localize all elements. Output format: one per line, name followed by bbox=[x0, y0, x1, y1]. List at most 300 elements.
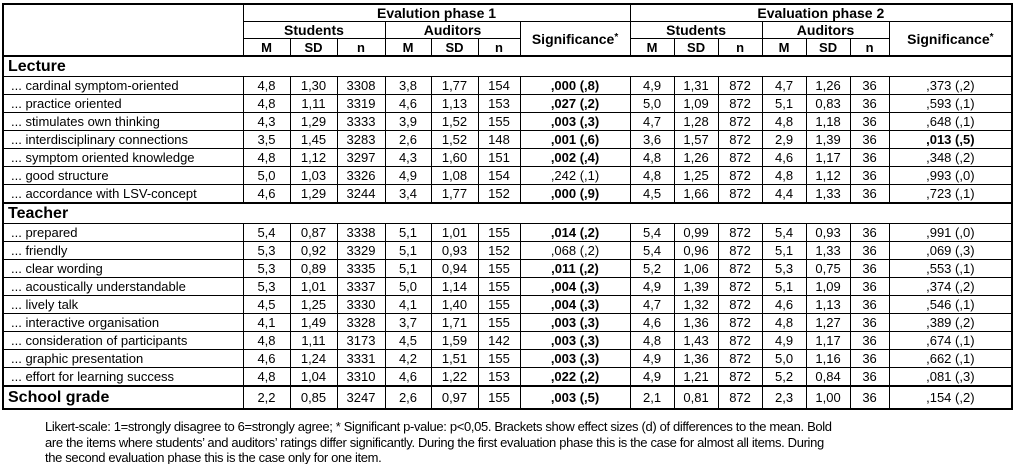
phase2-students-cell: 1,36 bbox=[674, 314, 718, 332]
phase1-auditors-header: Auditors bbox=[385, 22, 520, 39]
phase1-students-cell: 3326 bbox=[337, 167, 385, 185]
phase2-students-cell: 872 bbox=[718, 386, 762, 409]
phase1-significance-cell: ,027 (,2) bbox=[520, 95, 630, 113]
phase2-students-cell: 1,57 bbox=[674, 131, 718, 149]
phase2-significance-cell: ,662 (,1) bbox=[889, 350, 1012, 368]
phase2-auditors-cell: 4,6 bbox=[762, 149, 806, 167]
phase2-students-cell: 872 bbox=[718, 332, 762, 350]
phase2-auditors-cell: 36 bbox=[850, 368, 889, 387]
phase1-students-cell: 2,2 bbox=[243, 386, 290, 409]
phase2-significance-cell: ,348 (,2) bbox=[889, 149, 1012, 167]
phase1-students-cell: 1,04 bbox=[290, 368, 337, 387]
phase1-auditors-cell: 4,1 bbox=[385, 296, 431, 314]
phase1-students-cell: 1,11 bbox=[290, 95, 337, 113]
phase1-auditors-cell: 1,77 bbox=[431, 185, 478, 204]
phase1-students-cell: 5,3 bbox=[243, 242, 290, 260]
phase1-auditors-cell: 1,01 bbox=[431, 224, 478, 242]
phase2-auditors-cell: 4,6 bbox=[762, 296, 806, 314]
stat-header-n: n bbox=[478, 39, 520, 57]
phase2-students-cell: 1,09 bbox=[674, 95, 718, 113]
phase2-students-cell: 872 bbox=[718, 95, 762, 113]
row-label: ... practice oriented bbox=[3, 95, 243, 113]
table-row bbox=[3, 296, 1012, 314]
phase2-significance-cell: ,546 (,1) bbox=[889, 296, 1012, 314]
phase1-significance-cell: ,068 (,2) bbox=[520, 242, 630, 260]
table-row bbox=[3, 77, 1012, 95]
phase1-auditors-cell: 154 bbox=[478, 77, 520, 95]
phase2-auditors-cell: 1,33 bbox=[806, 242, 850, 260]
phase1-students-cell: 0,92 bbox=[290, 242, 337, 260]
phase1-auditors-cell: 1,14 bbox=[431, 278, 478, 296]
phase1-auditors-cell: 152 bbox=[478, 185, 520, 204]
phase1-significance-cell: ,002 (,4) bbox=[520, 149, 630, 167]
phase2-auditors-cell: 36 bbox=[850, 167, 889, 185]
row-label: ... effort for learning success bbox=[3, 368, 243, 387]
phase1-students-cell: 3330 bbox=[337, 296, 385, 314]
stat-header-sd: SD bbox=[806, 39, 850, 57]
phase1-students-cell: 4,8 bbox=[243, 332, 290, 350]
phase2-significance-cell: ,648 (,1) bbox=[889, 113, 1012, 131]
phase1-auditors-cell: 1,40 bbox=[431, 296, 478, 314]
row-label: ... symptom oriented knowledge bbox=[3, 149, 243, 167]
phase2-auditors-cell: 5,1 bbox=[762, 242, 806, 260]
asterisk: * bbox=[614, 31, 619, 43]
stat-header-m: M bbox=[630, 39, 674, 57]
phase1-auditors-cell: 3,8 bbox=[385, 77, 431, 95]
phase1-significance-cell: ,022 (,2) bbox=[520, 368, 630, 387]
row-label: ... interactive organisation bbox=[3, 314, 243, 332]
phase2-auditors-cell: 36 bbox=[850, 224, 889, 242]
phase2-auditors-cell: 1,12 bbox=[806, 167, 850, 185]
label-column-header bbox=[3, 4, 243, 56]
phase2-students-cell: 1,21 bbox=[674, 368, 718, 387]
phase1-auditors-cell: 155 bbox=[478, 296, 520, 314]
phase2-auditors-cell: 36 bbox=[850, 278, 889, 296]
phase2-significance-cell: ,081 (,3) bbox=[889, 368, 1012, 387]
phase1-auditors-cell: 155 bbox=[478, 350, 520, 368]
grade-row bbox=[3, 386, 1012, 409]
row-label: School grade bbox=[3, 386, 243, 409]
footnote-line: are the items where students’ and auditors’ ratings differ significantly. During the first evaluation phase this is the case for almost all items. During bbox=[45, 434, 824, 450]
phase1-students-cell: 1,11 bbox=[290, 332, 337, 350]
phase1-students-cell: 4,6 bbox=[243, 350, 290, 368]
phase2-auditors-cell: 4,8 bbox=[762, 167, 806, 185]
table-row bbox=[3, 149, 1012, 167]
phase2-students-cell: 872 bbox=[718, 131, 762, 149]
phase2-students-cell: 4,8 bbox=[630, 149, 674, 167]
table-row bbox=[3, 332, 1012, 350]
phase1-auditors-cell: 151 bbox=[478, 149, 520, 167]
phase1-students-cell: 4,5 bbox=[243, 296, 290, 314]
phase1-auditors-cell: 4,6 bbox=[385, 95, 431, 113]
phase2-students-header: Students bbox=[630, 22, 762, 39]
phase2-significance-cell: ,553 (,1) bbox=[889, 260, 1012, 278]
table-header bbox=[3, 4, 1012, 56]
phase2-auditors-cell: 4,4 bbox=[762, 185, 806, 204]
phase1-auditors-cell: 0,94 bbox=[431, 260, 478, 278]
phase2-significance-header bbox=[889, 22, 1012, 57]
phase2-students-cell: 872 bbox=[718, 224, 762, 242]
phase2-auditors-header: Auditors bbox=[762, 22, 889, 39]
phase2-students-cell: 1,32 bbox=[674, 296, 718, 314]
section-row bbox=[3, 56, 1012, 77]
table-row bbox=[3, 242, 1012, 260]
phase2-students-cell: 1,26 bbox=[674, 149, 718, 167]
phase2-significance-cell: ,013 (,5) bbox=[889, 131, 1012, 149]
phase1-auditors-cell: 155 bbox=[478, 224, 520, 242]
footnote-line: Likert-scale: 1=strongly disagree to 6=strongly agree; * Significant p-value: p<0,05. Brackets show effect sizes (d) of differences to the mean. Bold bbox=[45, 419, 832, 434]
stat-header-sd: SD bbox=[431, 39, 478, 57]
phase2-auditors-cell: 36 bbox=[850, 260, 889, 278]
phase2-students-cell: 872 bbox=[718, 260, 762, 278]
phase1-auditors-cell: 1,13 bbox=[431, 95, 478, 113]
phase2-auditors-cell: 36 bbox=[850, 332, 889, 350]
phase1-students-cell: 5,3 bbox=[243, 278, 290, 296]
phase1-students-cell: 3333 bbox=[337, 113, 385, 131]
phase2-students-cell: 1,39 bbox=[674, 278, 718, 296]
phase1-auditors-cell: 1,51 bbox=[431, 350, 478, 368]
phase1-students-cell: 1,30 bbox=[290, 77, 337, 95]
phase2-students-cell: 4,9 bbox=[630, 350, 674, 368]
phase2-students-cell: 0,81 bbox=[674, 386, 718, 409]
table-row bbox=[3, 95, 1012, 113]
phase2-auditors-cell: 4,8 bbox=[762, 113, 806, 131]
phase1-significance-header bbox=[520, 22, 630, 57]
phase1-students-cell: 5,3 bbox=[243, 260, 290, 278]
row-label: ... acoustically understandable bbox=[3, 278, 243, 296]
phase1-auditors-cell: 155 bbox=[478, 314, 520, 332]
phase1-auditors-cell: 5,1 bbox=[385, 242, 431, 260]
phase2-significance-cell: ,723 (,1) bbox=[889, 185, 1012, 204]
row-label: ... friendly bbox=[3, 242, 243, 260]
stat-header-m: M bbox=[385, 39, 431, 57]
phase2-students-cell: 872 bbox=[718, 113, 762, 131]
section-row bbox=[3, 203, 1012, 224]
phase2-students-cell: 872 bbox=[718, 185, 762, 204]
phase2-auditors-cell: 1,39 bbox=[806, 131, 850, 149]
phase1-students-header: Students bbox=[243, 22, 385, 39]
phase1-auditors-cell: 4,9 bbox=[385, 167, 431, 185]
phase1-students-cell: 3247 bbox=[337, 386, 385, 409]
phase1-auditors-cell: 4,2 bbox=[385, 350, 431, 368]
table-row bbox=[3, 113, 1012, 131]
phase2-significance-cell: ,593 (,1) bbox=[889, 95, 1012, 113]
table-row bbox=[3, 278, 1012, 296]
phase2-auditors-cell: 5,0 bbox=[762, 350, 806, 368]
stat-header-n: n bbox=[850, 39, 889, 57]
phase2-auditors-cell: 5,2 bbox=[762, 368, 806, 387]
phase2-auditors-cell: 36 bbox=[850, 131, 889, 149]
section-header: Lecture bbox=[3, 56, 1012, 77]
table-row bbox=[3, 224, 1012, 242]
phase2-significance-cell: ,674 (,1) bbox=[889, 332, 1012, 350]
phase2-auditors-cell: 36 bbox=[850, 95, 889, 113]
phase2-students-cell: 3,6 bbox=[630, 131, 674, 149]
phase1-auditors-cell: 1,08 bbox=[431, 167, 478, 185]
phase2-auditors-cell: 5,1 bbox=[762, 278, 806, 296]
phase1-auditors-cell: 155 bbox=[478, 386, 520, 409]
phase2-auditors-cell: 0,83 bbox=[806, 95, 850, 113]
phase1-students-cell: 1,49 bbox=[290, 314, 337, 332]
row-label: ... good structure bbox=[3, 167, 243, 185]
phase2-significance-cell: ,374 (,2) bbox=[889, 278, 1012, 296]
phase1-students-cell: 3310 bbox=[337, 368, 385, 387]
table-row bbox=[3, 350, 1012, 368]
phase2-students-cell: 4,7 bbox=[630, 113, 674, 131]
phase1-students-cell: 1,45 bbox=[290, 131, 337, 149]
phase1-students-cell: 3297 bbox=[337, 149, 385, 167]
phase2-students-cell: 872 bbox=[718, 278, 762, 296]
phase1-significance-cell: ,004 (,3) bbox=[520, 296, 630, 314]
phase2-significance-cell: ,389 (,2) bbox=[889, 314, 1012, 332]
footnote bbox=[45, 419, 1007, 464]
phase2-students-cell: 0,96 bbox=[674, 242, 718, 260]
asterisk: * bbox=[989, 31, 994, 43]
phase1-significance-cell: ,003 (,5) bbox=[520, 386, 630, 409]
phase2-auditors-cell: 1,09 bbox=[806, 278, 850, 296]
phase1-auditors-cell: 1,52 bbox=[431, 131, 478, 149]
phase2-students-cell: 4,9 bbox=[630, 278, 674, 296]
phase2-significance-cell: ,154 (,2) bbox=[889, 386, 1012, 409]
phase1-significance-cell: ,001 (,6) bbox=[520, 131, 630, 149]
header-row-phases bbox=[3, 4, 1012, 22]
phase2-students-cell: 872 bbox=[718, 350, 762, 368]
phase2-students-cell: 872 bbox=[718, 167, 762, 185]
phase1-students-cell: 0,87 bbox=[290, 224, 337, 242]
phase1-students-cell: 3337 bbox=[337, 278, 385, 296]
row-label: ... accordance with LSV-concept bbox=[3, 185, 243, 204]
phase1-auditors-cell: 2,6 bbox=[385, 386, 431, 409]
phase2-auditors-cell: 0,84 bbox=[806, 368, 850, 387]
phase2-students-cell: 1,66 bbox=[674, 185, 718, 204]
row-label: ... prepared bbox=[3, 224, 243, 242]
phase1-students-cell: 4,6 bbox=[243, 185, 290, 204]
phase1-auditors-cell: 148 bbox=[478, 131, 520, 149]
phase2-significance-cell: ,991 (,0) bbox=[889, 224, 1012, 242]
phase1-students-cell: 3173 bbox=[337, 332, 385, 350]
table-row bbox=[3, 314, 1012, 332]
phase1-students-cell: 3308 bbox=[337, 77, 385, 95]
phase1-auditors-cell: 152 bbox=[478, 242, 520, 260]
phase1-students-cell: 3244 bbox=[337, 185, 385, 204]
phase1-students-cell: 3338 bbox=[337, 224, 385, 242]
phase1-students-cell: 4,1 bbox=[243, 314, 290, 332]
phase1-students-cell: 1,24 bbox=[290, 350, 337, 368]
phase1-students-cell: 4,3 bbox=[243, 113, 290, 131]
phase1-auditors-cell: 0,93 bbox=[431, 242, 478, 260]
table-row bbox=[3, 260, 1012, 278]
stat-header-n: n bbox=[337, 39, 385, 57]
evaluation-table bbox=[2, 3, 1013, 410]
phase1-significance-cell: ,003 (,3) bbox=[520, 350, 630, 368]
phase2-students-cell: 5,4 bbox=[630, 242, 674, 260]
stat-header-sd: SD bbox=[674, 39, 718, 57]
phase1-auditors-cell: 155 bbox=[478, 278, 520, 296]
phase1-auditors-cell: 1,60 bbox=[431, 149, 478, 167]
phase2-auditors-cell: 36 bbox=[850, 149, 889, 167]
stat-header-n: n bbox=[718, 39, 762, 57]
phase1-auditors-cell: 154 bbox=[478, 167, 520, 185]
row-label: ... interdisciplinary connections bbox=[3, 131, 243, 149]
phase1-auditors-cell: 1,22 bbox=[431, 368, 478, 387]
phase1-students-cell: 4,8 bbox=[243, 77, 290, 95]
phase2-students-cell: 1,31 bbox=[674, 77, 718, 95]
phase1-significance-cell: ,004 (,3) bbox=[520, 278, 630, 296]
phase2-students-cell: 4,7 bbox=[630, 296, 674, 314]
phase1-auditors-cell: 155 bbox=[478, 260, 520, 278]
phase2-auditors-cell: 36 bbox=[850, 77, 889, 95]
phase2-students-cell: 872 bbox=[718, 149, 762, 167]
phase1-auditors-cell: 2,6 bbox=[385, 131, 431, 149]
phase1-auditors-cell: 1,59 bbox=[431, 332, 478, 350]
phase2-students-cell: 4,9 bbox=[630, 77, 674, 95]
phase2-auditors-cell: 0,75 bbox=[806, 260, 850, 278]
table-row bbox=[3, 368, 1012, 387]
phase1-students-cell: 1,29 bbox=[290, 185, 337, 204]
phase1-students-cell: 3329 bbox=[337, 242, 385, 260]
phase2-auditors-cell: 5,3 bbox=[762, 260, 806, 278]
phase1-students-cell: 5,4 bbox=[243, 224, 290, 242]
phase1-significance-cell: ,242 (,1) bbox=[520, 167, 630, 185]
phase1-auditors-cell: 4,5 bbox=[385, 332, 431, 350]
phase1-auditors-cell: 3,9 bbox=[385, 113, 431, 131]
phase2-students-cell: 5,2 bbox=[630, 260, 674, 278]
phase2-auditors-cell: 2,3 bbox=[762, 386, 806, 409]
phase1-students-cell: 3,5 bbox=[243, 131, 290, 149]
phase2-auditors-cell: 36 bbox=[850, 386, 889, 409]
phase1-students-cell: 1,03 bbox=[290, 167, 337, 185]
phase2-auditors-cell: 1,00 bbox=[806, 386, 850, 409]
table-body bbox=[3, 56, 1012, 409]
phase2-students-cell: 872 bbox=[718, 368, 762, 387]
phase1-auditors-cell: 4,6 bbox=[385, 368, 431, 387]
phase2-auditors-cell: 1,13 bbox=[806, 296, 850, 314]
phase2-students-cell: 872 bbox=[718, 242, 762, 260]
phase2-students-cell: 5,4 bbox=[630, 224, 674, 242]
phase1-students-cell: 0,89 bbox=[290, 260, 337, 278]
phase2-students-cell: 4,8 bbox=[630, 167, 674, 185]
phase1-students-cell: 1,25 bbox=[290, 296, 337, 314]
phase1-auditors-cell: 3,7 bbox=[385, 314, 431, 332]
phase1-students-cell: 0,85 bbox=[290, 386, 337, 409]
phase2-auditors-cell: 36 bbox=[850, 296, 889, 314]
table-row bbox=[3, 131, 1012, 149]
phase2-auditors-cell: 5,1 bbox=[762, 95, 806, 113]
phase1-significance-cell: ,003 (,3) bbox=[520, 314, 630, 332]
phase1-students-cell: 1,12 bbox=[290, 149, 337, 167]
phase1-students-cell: 3319 bbox=[337, 95, 385, 113]
phase1-auditors-cell: 5,0 bbox=[385, 278, 431, 296]
phase2-students-cell: 872 bbox=[718, 296, 762, 314]
phase2-auditors-cell: 2,9 bbox=[762, 131, 806, 149]
phase1-auditors-cell: 153 bbox=[478, 95, 520, 113]
phase2-auditors-cell: 1,17 bbox=[806, 332, 850, 350]
phase2-students-cell: 1,43 bbox=[674, 332, 718, 350]
stat-header-m: M bbox=[762, 39, 806, 57]
phase1-significance-cell: ,014 (,2) bbox=[520, 224, 630, 242]
phase2-students-cell: 1,06 bbox=[674, 260, 718, 278]
phase1-students-cell: 3328 bbox=[337, 314, 385, 332]
phase2-auditors-cell: 36 bbox=[850, 113, 889, 131]
row-label: ... cardinal symptom-oriented bbox=[3, 77, 243, 95]
phase2-students-cell: 872 bbox=[718, 77, 762, 95]
significance-label: Significance bbox=[907, 30, 990, 47]
phase1-students-cell: 1,29 bbox=[290, 113, 337, 131]
footnote-line: the second evaluation phase this is the case only for one item. bbox=[45, 450, 382, 464]
row-label: ... clear wording bbox=[3, 260, 243, 278]
phase1-auditors-cell: 5,1 bbox=[385, 260, 431, 278]
phase2-students-cell: 4,5 bbox=[630, 185, 674, 204]
phase2-students-cell: 1,25 bbox=[674, 167, 718, 185]
phase1-auditors-cell: 155 bbox=[478, 113, 520, 131]
phase2-auditors-cell: 4,7 bbox=[762, 77, 806, 95]
phase2-students-cell: 1,28 bbox=[674, 113, 718, 131]
phase2-auditors-cell: 1,18 bbox=[806, 113, 850, 131]
phase1-auditors-cell: 1,52 bbox=[431, 113, 478, 131]
row-label: ... graphic presentation bbox=[3, 350, 243, 368]
phase2-significance-cell: ,373 (,2) bbox=[889, 77, 1012, 95]
significance-label: Significance bbox=[531, 30, 615, 47]
phase2-significance-cell: ,993 (,0) bbox=[889, 167, 1012, 185]
phase1-students-cell: 3335 bbox=[337, 260, 385, 278]
row-label: ... consideration of participants bbox=[3, 332, 243, 350]
section-header: Teacher bbox=[3, 203, 1012, 224]
phase2-auditors-cell: 1,26 bbox=[806, 77, 850, 95]
phase1-significance-cell: ,003 (,3) bbox=[520, 332, 630, 350]
phase2-students-cell: 5,0 bbox=[630, 95, 674, 113]
phase1-students-cell: 1,01 bbox=[290, 278, 337, 296]
phase2-students-cell: 0,99 bbox=[674, 224, 718, 242]
table-row bbox=[3, 167, 1012, 185]
table-row bbox=[3, 185, 1012, 204]
stat-header-m: M bbox=[243, 39, 290, 57]
row-label: ... stimulates own thinking bbox=[3, 113, 243, 131]
phase1-students-cell: 4,8 bbox=[243, 95, 290, 113]
phase1-students-cell: 4,8 bbox=[243, 368, 290, 387]
phase1-significance-cell: ,003 (,3) bbox=[520, 113, 630, 131]
phase2-students-cell: 4,8 bbox=[630, 332, 674, 350]
phase2-header: Evaluation phase 2 bbox=[630, 4, 1012, 22]
phase1-auditors-cell: 5,1 bbox=[385, 224, 431, 242]
phase2-auditors-cell: 4,9 bbox=[762, 332, 806, 350]
phase2-auditors-cell: 36 bbox=[850, 185, 889, 204]
phase1-auditors-cell: 3,4 bbox=[385, 185, 431, 204]
phase2-auditors-cell: 0,93 bbox=[806, 224, 850, 242]
phase2-auditors-cell: 1,33 bbox=[806, 185, 850, 204]
phase2-auditors-cell: 5,4 bbox=[762, 224, 806, 242]
phase2-auditors-cell: 1,27 bbox=[806, 314, 850, 332]
phase2-students-cell: 872 bbox=[718, 314, 762, 332]
stat-header-sd: SD bbox=[290, 39, 337, 57]
phase1-significance-cell: ,000 (,8) bbox=[520, 77, 630, 95]
phase2-students-cell: 2,1 bbox=[630, 386, 674, 409]
phase2-auditors-cell: 36 bbox=[850, 242, 889, 260]
phase1-auditors-cell: 153 bbox=[478, 368, 520, 387]
phase1-auditors-cell: 1,77 bbox=[431, 77, 478, 95]
phase2-auditors-cell: 36 bbox=[850, 314, 889, 332]
phase1-significance-cell: ,000 (,9) bbox=[520, 185, 630, 204]
phase2-auditors-cell: 4,8 bbox=[762, 314, 806, 332]
phase2-students-cell: 1,36 bbox=[674, 350, 718, 368]
phase1-students-cell: 4,8 bbox=[243, 149, 290, 167]
phase2-students-cell: 4,9 bbox=[630, 368, 674, 387]
row-label: ... lively talk bbox=[3, 296, 243, 314]
phase2-significance-cell: ,069 (,3) bbox=[889, 242, 1012, 260]
phase1-auditors-cell: 142 bbox=[478, 332, 520, 350]
phase1-auditors-cell: 4,3 bbox=[385, 149, 431, 167]
phase2-students-cell: 4,6 bbox=[630, 314, 674, 332]
phase1-students-cell: 3283 bbox=[337, 131, 385, 149]
